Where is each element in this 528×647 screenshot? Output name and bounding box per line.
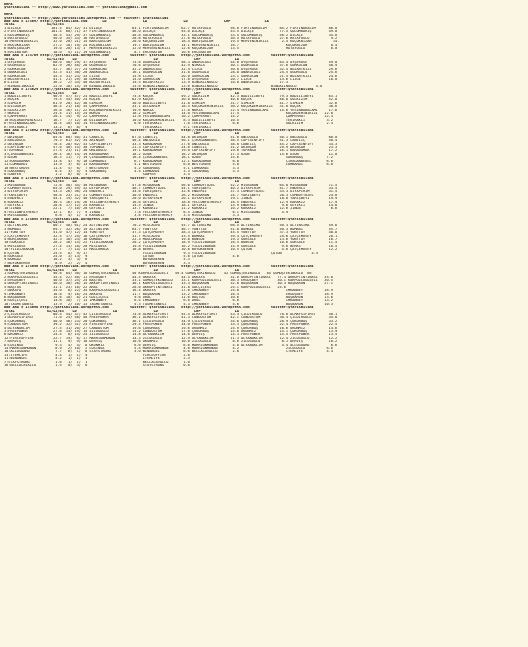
report-line: 16:BELLACAVALLO 1.5 0/ 3/ 0 STAYSTRONG 0.8 <box>4 364 190 368</box>
report-line: 4:BURÇAKHAN 32.3 16/ 23/ 16 DUNDAS 22.3 MAĞLUMAGA 19.8 BUNSUE 19.3 GÖKSALE 13.6 YUNTTAY 16.7 <box>4 238 338 242</box>
report-line: 11:YUNTTAY 51.0 47/ 12/ 14 YUNTTAY 37.3 ÇATÇEMOVEY 38.3 ÇATÇEMOVEY 45.5 YUNTTAY 37.3 YUNTTAY 48.8 <box>4 231 338 235</box>
report-line: 1:GÜMÜŞTEKİNOĞLU 98.6 84/ 30/ 18 GÜMÜŞTEKİNOĞLU 58 KARPUZLUGÖZELİ 49.4 GÜMÜŞTEKİNOĞLU 42 GÜMÜŞTEKİNOĞLU 85 GÜMÜŞTEKİNOĞLU 66 <box>4 272 312 276</box>
section-header-line: ### ARA = 173696 http://yarisbilimi.wordpress.com twitter: $YarisBilimi http://yarisbilimi.wordpress.com twitter:$YarisBilimi <box>4 265 314 269</box>
report-line: 8:LUSINGA 9.3 4/ 4/ 8 OKONMİZ 6.6 DERVİŞ 6.6 MARRIONMONAN 4.8 ALYANAKLIM 4.4 ALLOGUARD 6.6 <box>4 343 338 347</box>
report-line: 7:AKKAYA 35.0 8/ 22/ 34 KARPUZLUGÖZELİ 16.4 AKKAYA 17.6 İMKANBEY 25.0 İMKANBEY 16.9 <box>4 289 333 293</box>
report-line: URFA <box>4 13 13 17</box>
section-header-line: ### ARA = 173698 http://yarisbilimi.wordpress.com twitter: $YarisBilimi http://yarisbilimi.wordpress.com twitter:$YarisBilimi <box>4 306 314 310</box>
report-line: TOTAL G1/S2/E3 LD LA LD LRP LA <box>4 132 239 136</box>
section-header-line: ### ARA = 173693 http://yarisbilimi.wordpress.com twitter: $YarisBilimi http://yarisbilimi.wordpress.com twitter:$YarisBilimi <box>4 176 314 180</box>
report-line: 10:ALLOGUARD 7.7 6/ 1/ 8 STAYSTRONG 5.0 WINANGEL 6.6 BELLACAVALLO 2.0 İTEMLİFE 4.4 <box>4 350 333 354</box>
report-line: $YarisBilimi -- http://www.yarisbilimi.com -- yarisbilimi@gmail.com <box>4 6 148 10</box>
report-line: 10:YILDIZBAKAN 27.7 7/ 14/ 12 MAĞLUMAGA 16.8 BERKS 10.6 BÜYÜKBEREN 10.5 ÇUTUN 4.6 ÇATÇEMOVEY 12.2 <box>4 248 338 252</box>
report-line: TOTAL G1/S2/E3 LD LA LD LRP LA <box>4 221 239 224</box>
report-line: 1:CAPTAINFIFT 57.0 40/ 15/ 30 TOPANGA 21.3 CAPTAINFIFT 24.6 CANELİÇ 31.2 AKINŞAH 29.9 AKINŞAH 23.3 <box>4 146 338 150</box>
report-line: 6:ÇUTUN 25.5 8/ 9/ 17 YILDIZBAKAN 9.3 YILDIZBAKAN ÇUTUN 4.4 <box>4 251 318 255</box>
report-line: 14:MARRIONMONAN 8.9 2/ 10/ 2 LUSINGA 5.4 MARRIONMONAN 4.6 MARRIONMONAN 4.2 ZİLOĞOĞLU 6.6 <box>4 347 333 351</box>
section-header-line: ### ARA = 173697 http://yarisbilimi.com LD LA LD LRP LA <box>4 20 269 24</box>
report-line: 5:KÜÇÜKBİZAR 27.2 10/ 19/ 24 KÜÇÜKBİZAR 19.7 BARIŞOĞLUM 14.1 MERVENİNİKİZİ 16.7 KÜÇÜKBİZAR 8.4 <box>4 43 338 47</box>
report-line: 3:GÜLÜMBARIŞ 58.5 53/ 29/ 37 GÜLÜMBARIŞ 38.8 GÜLÜMBARIŞ 33.1 GÜLÜMBARIŞ 33.5 GÜLÜMBARIŞ 56.2 DİLAÇE 35.8 <box>4 33 338 37</box>
report-line: 4:TOPANGA 27.5 21/ 11/ 30 ÜNLÜOĞLU 19.1 KARADAMAR 19.0 CAPTAINFIFT 19.6 TOPANGA 16.1 KARADAMAR 17.2 <box>4 149 338 153</box>
report-line: 10:MERVENİNİKİZİ 32.0 20/ 21/ 15 BARIŞOĞLUM 20.0 KÜÇÜKBİZAR 18.4 BARIŞOĞLUM 19.5 MERVENİNİKİZİ 2.4 KÜÇÜKBİZAR 14. <box>4 40 340 44</box>
report-line: $YarisBilimi -- http://www.yarisbilimi.wordpress.com -- twitter: $YarisBilimi <box>4 16 169 20</box>
report-line: 3:ÇIRAĞANBEDEL 26.4 16/ 14/ 19 KARADAMAR 18.2 OZUN 16.2 AKINŞAH 17.3 OZUN 15.6 OZUN 11.0 <box>4 152 338 156</box>
report-line: 9:CANDOSTUM 39.2 32/ 31/ 23 FIRCEOFFİRE 29.5 FREEPOWER 34.0 FREEPOWER 33.3 ÇUKURBAŞ 22.4 FREEPOWER 22.5 <box>4 323 338 327</box>
report-line: 9:İMKANBEY 16.8 9/ 16/ 24 AKKAYA 11.7 BAŞBARON 13.2 İMKANBEY 16.4 ERGÜŞBEY 16.9 <box>4 292 333 296</box>
report-line: 9:ERCEBATUR 18.0 5/ 11/ 19 GÜLÜMBARIŞ 8.7 ERCEBATUR 10.6 ERCEBATUR <box>4 50 212 54</box>
report-line: 1:ALTINSIMA 80.7 50/ 61/ 24 ALTINSIMA 70.2 MISLAUVA 55.7 ALTINSIMA 66.5 ALTINSIMA 50.3 ALTINSIMA 59.6 <box>4 224 338 228</box>
report-line: 4:ALYANAKLIM 27.5 31/ 20/ 27 CANDOSTUM 19.6 ÇUKURBAŞ 19.6 OKONMİZ 25.9 ÇUKURBAŞ 16.6 OKONMİZ 14.6 <box>4 326 338 330</box>
report-line: 8:MISSADANA 6.6 4/ 1/ 4 KARAKIZ 3.6 YELLOWFATHERLY 3.4 MISSADANA 3.3 <box>4 214 239 218</box>
report-line: 2:COMBOYTUZEL 65.0 29/ 59/ 32 DİYAPİRİM 48.7 COMBOYTUZEL 44.1 YARIŞBEYİ 40.2 DİYAPİRİM 41.7 ENDERLİ 33.4 <box>4 186 338 190</box>
report-line: 12:KARADAMAR 13.8 4/ 9/ 10 LOMBARDI 6.7 KARADAMAR 12.1 KARADAMAR 6.0 ÇIRAĞANBEDEL 6.8 <box>4 159 333 163</box>
report-line: 4:YARIŞBEYİ 50.8 23/ 21/ 31 COMBOYTUZEL 30.0 ENDERLİ 26.2 MISBARAN 24.7 YARIŞBEYİ 28.3 COMBOYTUZEL 24.0 <box>4 193 338 197</box>
report-line: 2:AKINŞAH 78.4 28/ 62/ 33 CAPTAINFIFT 33.3 KARADAMAR 27.6 ÜNLÜOĞLU 38.0 CANELİÇ 45.2 CAPTAINFIFT 34.3 <box>4 142 338 146</box>
report-line: TOTAL G1/S2/E3 LD LA LD LRP LA <box>4 180 239 184</box>
report-line: 8:LİZGE 36.2 2/ 33/ 40 BOJARTKİZİ 19.5 BOJARTKİZİ 13.9 BİNDALİNOĞLU 10.8 ANAKUCAĞI 17.3 <box>4 81 289 85</box>
report-line: 2:KARPUZLUGÖZELİ 35.4 22/ 40/ 11 ERGÜŞBEY 44.5 AKKAYA 44.4 AKKAYA 31.8 AKKUPTİNTİNASI 77.3 AKKUPTİNTİNASI 35.8 <box>4 275 333 279</box>
report-line: 11:WINANGEL 4.2 1/ 1/ 3 İTEMLİFE 2.3 <box>4 357 190 361</box>
report-line: 8:GÜLÇİÇEĞİ 14.6 10/ 7/ 13 İMKANBEY 6.5 İMKANBEY 6.6 ARAL 6.6 İMKANBEY 13.2 <box>4 299 333 303</box>
report-line: URFA <box>4 3 13 6</box>
report-line: 7:NURZA 25.4 11/ 15/ 25 NURZA 18.2 GİMGİM 14.0 YESİNBABALAMI 17.5 KÜÇÜKDEMİNİKİZİ 12.8 <box>4 112 333 115</box>
report-line: 8:GÖKSALE 25.0 3/ 13/ 9 ÇUTUN 5.6 ÇUTUN 4.0 <box>4 255 239 259</box>
report-line: 3:ÜNLÜOĞLU 79.3 61/ 52/ 34 AKINŞAH 46.4 ÜNLÜOĞLU 50.1 ÇIRAĞANBEDEL 38.5 CAPTAINFIFT 51.3 CANELİÇ 58.4 <box>4 139 338 143</box>
report-line: 10:KÜÇÜKDEMİNİKİZİ 16.7 7/ 12/ 16 DİLDARIM 10.0 KÜÇÜKDEMİNİKİZİ 8.3 BADİLLİBEYİ 10.5 TEKİRAKLI 3.2 <box>4 118 333 122</box>
report-line: 6:OKONMİZ 24.5 8/ 14/ 24 ZİLOĞOĞLU 14.6 ALYANAKLIM 14.6 DERVİŞ 14.3 FREEPOWER 14.5 FREEPOWER 13.5 <box>4 333 338 337</box>
report-line: 7:BİNDALİNOĞLU 22.0 10/ 15/ 19 BİNDALİNOĞLU 13.6 BİNDALİNOĞLU 13.6 BİNDALİNOĞLU BİNDALİNOĞLU 5.8 <box>4 84 323 88</box>
report-line: 1:MISBARAN 72.6 58/ 34/ 30 MISBARAN 57.8 MISBARAN 56.6 COMBOYTUZEL 52.2 MISBARAN 64.8 MISBARAN 71.5 <box>4 183 338 187</box>
report-line: 10:WESTGROVE 11.4 5/ 6/ 7 WESTGROVE 5.2 SAKARBAŞ 5.1 LOMBARDI 3.3 <box>4 166 239 170</box>
report-line: 10:GÖKSALE 28.2 16/ 14/ 22 YILDIZBAKAN 20.2 ÇATÇEMOVEY 18.9 YILDIZBAKAN 16.5 BUNSUE 10.6 GÖKSALE 11.4 <box>4 241 338 245</box>
report-line: 1:BADİLLİBEYİ 96.9 57/ 47/ 24 BADİLLİBEYİ 75.4 KOÇEK 59.2 GÜLKIZIM 42.3 BADİLLİBEYİ 79.3 BADİLLİBEYİ 63.1 <box>4 94 338 98</box>
report-line: 9:DUNGAZ 10.2 3/ 3/ 6 BÜYÜKBEREN 5.3 <box>4 258 190 262</box>
report-line: 9:YELLOWFATHERLY 12.1 6/ 7/ 9 JİNDA 7.8 YELLOWFATHERLY 8.5 JİNDA 6.1 MISSADANA 4.9 <box>4 210 289 214</box>
report-line: 7:BÜYÜKBEREN 8.9 2/ 2/ 4 BÜYÜKBEREN 3.3 <box>4 261 190 265</box>
report-line: 4:AKKUPTİNTİNASI 40.0 30/ 26/ 15 AKKUPTİNTİNASI 30.1 KARPUZLUGÖZELİ 33.3 BAŞBARON 32.6 BAŞBARON 30.3 BAŞBARON 27.1 <box>4 282 333 286</box>
report-line: 4:DİLDARIM 46.4 21/ 18/ 35 ÇAMPERHAT 33.1 DİLDARIM 18.4 KÜÇÜKDEMİNİKİZİ 30.2 KÜÇÜKDEMİNİKİZİ 31.0 KOÇEK 30.6 <box>4 105 338 109</box>
report-line: 1:DİLAÇE 101.5 84/ 42/ 31 DİLAÇE 63.1 FIRTINAKASIM 62.7 HATAYOĞLU 56.0 FIRTINAKASIM 85.2 FIRTINAKASIM 86.0 <box>4 26 338 30</box>
report-line: 5:ÜĞÜRGÜLÜ 62.9 26/ 48/ 28 ÜĞÜRGÜLÜ 70.6 AYŞEROSE 42.9 NİMALA 30.1 ÜĞÜRGÜLÜ 37.6 GÜRKUCAN 48.9 <box>4 64 338 68</box>
report-line: 7:GEYİKLİ 28.6 17/ 12/ 24 KARAKIZ 14.5 JİNDA 18.1 GEYİKLİ 15.9 ENDERLİ 9.6 GEYİKLİ 14.8 <box>4 203 338 207</box>
report-line: 11:LOMBARDI 13.9 3/ 6/ 13 KARADAMAR 5.1 WESTGROVE 6.0 WESTGROVE 5.0 LOMBARDI 6.0 <box>4 163 333 167</box>
report-line: TOTAL G1/S2/E3 LD LA LD LRP LA <box>4 268 239 272</box>
report-line: 1:AYŞEROSE 68.0 58/ 29/ 37 AYŞEROSE 75.6 ÜĞÜRGÜLÜ 58.3 ANAKUCAĞI 54.8 AYŞEROSE 83.4 AYŞEROSE 59.0 <box>4 60 338 64</box>
report-line: 7:STAYSTRONG 1.6 1/ 1/ 1 BELLACAVALLO 1.0 <box>4 360 190 364</box>
report-line: 3:ERGÜŞBEY 40.0 37/ 25/ 25 BAŞTUĞ 33.1 GÜMÜŞTEKİNOĞLU 33.1 KARPUZLUGÖZELİ 30.3 ERGÜŞBEY 30.1 KARPUZLUGÖZELİ 30.5 <box>4 278 333 282</box>
report-line: TOTAL G1/S2/E3 LD LA LD LRP LA <box>4 57 239 61</box>
report-line: TOTAL G1/S2/E3 <box>4 23 64 27</box>
report-line: 6:BARIŞOĞLUM 19.0 20/ 13/ 1 MERVENİNİKİZİ 12.0 MERVENİNİKİZİ 12.6 KÜÇÜKBİZAR 13.5 HATAYOĞLU 6.0 <box>4 47 338 51</box>
report-line: 2:ÇATÇEMOVEY 32.5 17/ 24/ 18 ÇATÇEMOVEY 31.7 MISLAUVA 33.5 BUMBAI 39.4 ÇATÇEMOVEY 25.6 ÇATÇEMOVEY 28.1 <box>4 234 338 238</box>
report-line: 5:ÇAMPERHAT 20.1 14/ 9/ 22 ÇAMPERHAT 12.6 YESİNBABALAMI 10.2 ÇAMPERHAT 14.2 ÇAMPERHAT 12.4 <box>4 115 333 119</box>
section-header-line: ### ARA = 173629 http://yarisbilimi.wordpress.com twitter: $YarisBilimi http://yarisbilimi.wordpress.com twitter:$YarisBilimi <box>4 88 314 92</box>
report-line: 6:BAŞBARON 15.6 10/ 8/ 21 GÜLÇİÇEĞİ 9.6 ARAL 11.6 BAŞTUĞ 10.6 BAŞBARON 13.6 <box>4 295 333 299</box>
report-line: 2:GÜRKUCAN 52.7 36/ 27/ 24 GÜRKUCAN 32.2 ANAKUCAĞI 32.4 LİZGE 30.0 AYŞEROSE 32.5 BOJARTKİZİ 29.6 <box>4 67 338 71</box>
report-line: 5:BAŞTUĞ 31.1 23/ 10/ 22 ARAL 28.6 AKKUPTİNTİNASI 31.8 GÜLÇİÇEĞİ 25.1 KARPUZLUGÖZELİ 25.6 <box>4 285 286 289</box>
report-line: 8:SAWYER 1.2 0/ 0/ 3 SAWYER 3.4 <box>4 173 190 177</box>
report-line: 6:KARAKIZ 30.3 16/ 19/ 26 YELLOWFATHERLY 16.6 GEYİKLİ 18.8 YELLOWFATHERLY 16.5 ENDERLİ 12.9 KARAKIZ 17.9 <box>4 200 338 204</box>
report-line: TOTAL G1/S2/E3 LD LA LD LRP LA <box>4 309 239 313</box>
section-header-line: ### ARA = 173695 http://yarisbilimi.wordpress.com twitter: $YarisBilimi http://yarisbilimi.wordpress.com twitter:$YarisBilimi <box>4 217 314 221</box>
report-line: 8:GÜLKIZIM 26.8 16/ 11/ 22 KÜÇÜKDEMİNİKİZİ 19.9 NURZA 17.0 NURZA 22.4 YESİNBABALAMI 15.6 YESİNBABALAMI 17.6 <box>4 108 338 112</box>
report-line: 6:TEKİRAKLI 13.2 6/ 8/ 9 TEKİRAKLI 5.1 TEKİRAKLI <box>4 125 212 129</box>
report-line: 5:ÇUKURBAŞ 50.0 46/ 23/ 20 ÇUKURBAŞ 36.1 ÇILDIRGÖLÜ 34.9 ÇILDIRGÖLÜ 35.6 ÇUKURBAŞ 28.9 ÇUKURBAŞ 33.2 <box>4 319 338 323</box>
report-line: 3:GİMGİM 61.9 20/ 42/ 38 GİMGİM 30.0 BADİLLİBEYİ 31.8 GİMGİM 31.7 GİMGİM 41.7 GİMGİM 32.6 <box>4 101 338 105</box>
report-line: 7:DERVİŞ 11.1 9/ 9/ 10 DERVİŞ 10.6 OKONMİZ 10.0 ZİLOĞOĞLU 8.6 ZİLOĞOĞLU 8.1 DERVİŞ 10.2 <box>4 340 338 344</box>
report-line: 13:İTEMLİFE 4.4 1/ 1/ 4 FIRCEOFFİRE 2.6 <box>4 353 190 357</box>
report-line: 3:DİYAPİRİM 53.3 26/ 36/ 24 ENDERLİ 34.6 YARIŞBEYİ 32.6 ENDERLİ 37.3 COMBOYTUZEL 33.3 DİYAPİRİM 31.5 <box>4 190 338 194</box>
report-line: 7:AKINŞAH 85.6 60/ 50/ 31 CANELİÇ 67.0 CANELİÇ 54.8 AKINŞAH 51.0 ÜNLÜOĞLU 50.1 ÜNLÜOĞLU 60.0 <box>4 135 338 139</box>
report-line: 5:ENDERLİ 44.1 19/ 32/ 40 YARIŞBEYİ 20.0 DİYAPİRİM 20.1 DİYAPİRİM 19.1 JİNDA 18.0 YARIŞBEYİ 19.9 <box>4 197 338 201</box>
report-line: 10:TAĞMETANESİ 13.9 2/ 10/ 13 TAĞMETANESİ 5.3 TAĞMETANESİ 5.3 İMKANBEY 5.6 BAŞBARON 10.3 <box>4 302 333 306</box>
section-header-line: ### ARA = 173692 http://yarisbilimi.wordpress.com twitter: $YarisBilimi http://yarisbilimi.wordpress.com twitter:$YarisBilimi <box>4 129 314 133</box>
report-line: 5:OZUN 16.3 11/ 7/ 19 ÇIRAĞANBEDEL 16.4 ÇIRAĞANBEDEL 16.1 OZUN 15.6 SAKARBAŞ 7.2 <box>4 156 333 160</box>
report-line: 6:GÜRKUCAN 45.3 31/ 23/ 33 LİZGE 15.6 LİZGE 20.0 GÜRKUCAN 23.1 GÜRKUCAN 21.5 BOJARTKİZİ 24.6 <box>4 74 338 78</box>
section-header-line: ### ARA = 173709 http://yarisbilimi.wordpress.com twitter: $YarisBilimi http://yarisbilimi.wordpress.com twitter:$YarisBilimi <box>4 54 314 58</box>
report-line: 12:FİRCEOFFİRE 22.7 19/ 6/ 17 MARRIONMONAN 14.3 ZİLOĞOĞLU 12.9 ALYANAKLIM 11.3 ALYANAKLIM 12.4 ZİLOĞOĞLU 12.2 <box>4 336 338 340</box>
report-line: TOTAL G1/S2/E3 LD LA LD LRP LA <box>4 91 239 95</box>
report-line: 2:KOÇEK 79.5 55/ 40/ 24 KOÇEK 62.9 KOÇEK 30.0 NURZA 40.6 KOÇEK 46.8 GÜLKIZIM 52.8 <box>4 98 338 102</box>
report-line: 2:FIRTINAKASIM 101.4 60/ 71/ 37 FIRTINAKASIM 46.0 DİLAÇE 55.0 DİLAÇE 53.5 DİLAÇE 77.5 GÜLÜMBARIŞ 49.0 <box>4 30 338 34</box>
report-line: 6:YESİNBABALAMI 16.4 10/ 10/ 14 YESİNBABALAMI 6.6 TEKİRAKLI 7.8 TEKİRAKLI 6.6 GÜLKIZIM 2.4 <box>4 122 333 126</box>
report-line: 4:HATAYOĞLU 50.0 35/ 33/ 16 HATAYOĞLU 28.6 HATAYOĞLU 27.6 HATAYOĞLU 30.5 HATAYOĞLU 27.6 HATAYOĞLU 9.2 <box>4 37 338 41</box>
report-line: 3:BOJARTKİZİ 41.1 21/ 29/ 18 GÜRKUCAN 15.0 GÜRKUCAN 17.8 AYŞEROSE 20.7 LİZGE 13.6 LİZGE 18.0 <box>4 77 338 81</box>
report-line: 4:ANAKUCAĞI 52.3 41/ 30/ 20 ANAKUCAĞI 16.1 ÜĞÜRKUCAN 31.8 ÜĞÜRGÜLÜ 28.8 ANAKUCAĞI 24.5 ÜĞÜRGÜLÜ 25.6 <box>4 71 338 75</box>
report-line: 3:FREEPOWER 27.6 14/ 19/ 15 ZİLOĞOĞLU 15.2 CANDOSTUM 17.6 ÇUKURBAŞ 15.6 OKONMİZ 14.1 ÇUKURBAŞ 13.9 <box>4 330 338 333</box>
report-line: 5:MISLAUVA 27.4 13/ 18/ 20 MISLAUVA 19.8 YILDIZBAKAN 16.2 YILDIZBAKAN 15.9 GÖKSALE 9.6 BERKS 10.5 <box>4 244 338 248</box>
report-line: 2:ÇILDIRGÖLÜ 80.5 54/ 37/ 42 ÇILDIRGÖLÜ 74.6 ALMAYSIFIRST 55.4 ALMAYSIFIRST 53.4 ÇILDIRGÖLÜ 78.0 ALMAYSIFIRST 50.1 <box>4 312 338 316</box>
report-line: 1:ALMAYSIFIRST 71.0 25/ 58/ 40 FREEPOWER 36.1 ALMAYSIFIRST 41.3 CANDOSTUM 42.1 CANDOSTUM 30.4 ÇILDIRGÖLÜ 35.8 <box>4 316 338 320</box>
report-line: 9:SAKARBAŞ 6.5 3/ 4/ 5 SAKARBAŞ 4.5 LOMBARDI 3.3 SAKARBAŞ 3.3 <box>4 169 239 173</box>
report-line: 3:BUMBAI 69.7 32/ 26/ 19 ALTINSIMA 64.7 YUNTTAY 46.7 YUNTTAY 51.8 BUMBAI 50.3 BUMBAI 55.7 <box>4 227 338 231</box>
report-line: 10:JİNDA 22.1 7/ 10/ 20 GEYİKLİ 13.7 KARAKIZ 11.2 KARAKIZ 10.2 KARAKIZ 12.6 JİNDA 6.6 <box>4 207 338 211</box>
